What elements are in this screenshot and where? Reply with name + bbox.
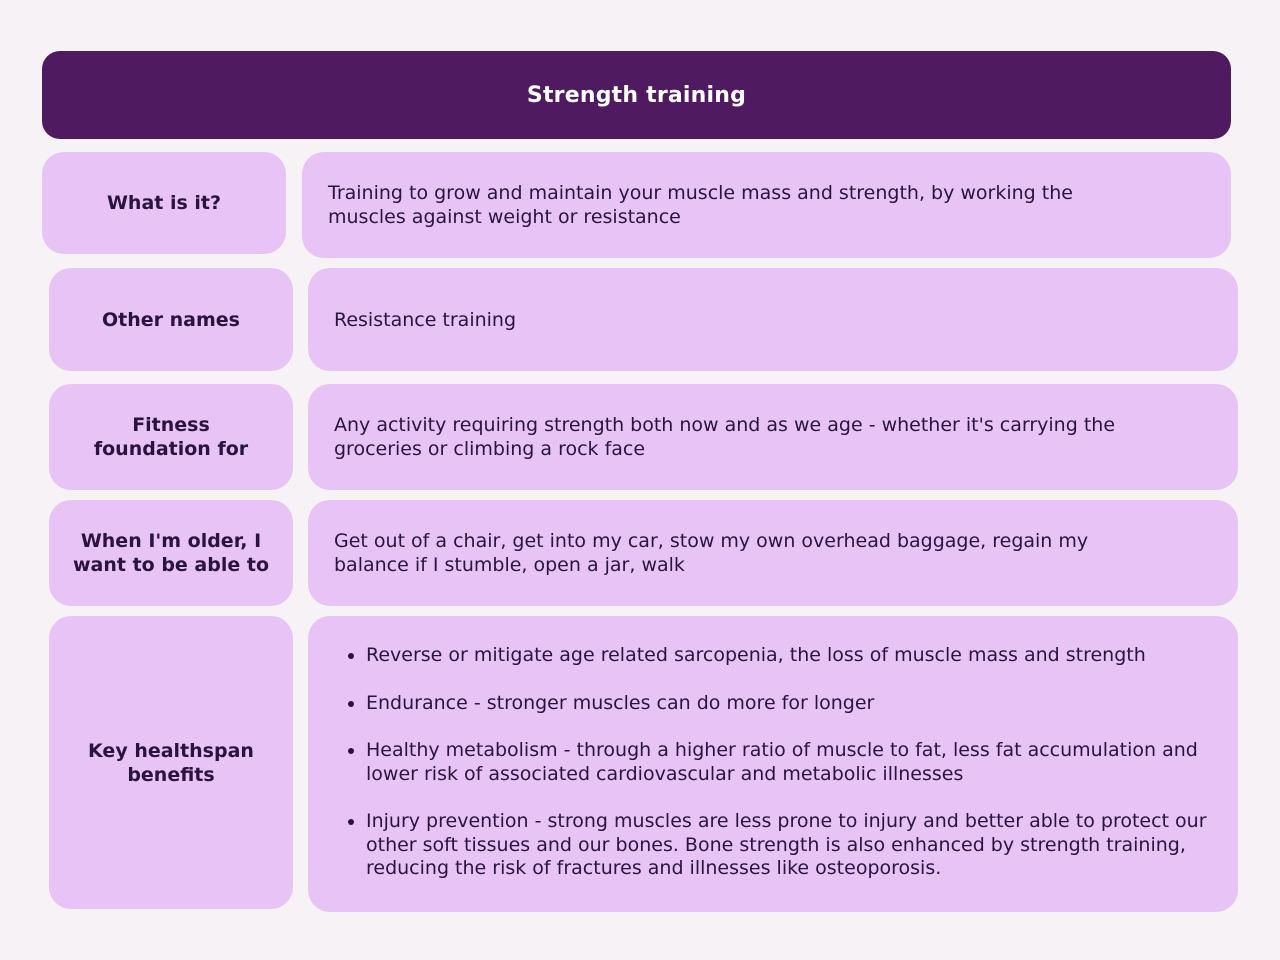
label-other-names bbox=[49, 268, 293, 371]
value-what-is-it bbox=[302, 152, 1231, 258]
list-item: • Injury prevention - strong muscles are less prone to injury and better able to protect our other soft tissues and our bones. Bone strength is also enhanced by strength training, reducing the risk of fractures and illnesses like osteoporosis. bbox=[366, 810, 1214, 881]
list-item: • Healthy metabolism - through a higher ratio of muscle to fat, less fat accumulation and lower risk of associated cardiovascular and metabolic illnesses bbox=[366, 739, 1214, 786]
value-other-names bbox=[308, 268, 1238, 371]
value-key-benefits bbox=[308, 616, 1238, 912]
row-value: Any activity requiring strength both now and as we age - whether it's carrying the groceries or climbing a rock face bbox=[334, 414, 1116, 460]
row-label: Key healthspan benefits bbox=[88, 739, 254, 786]
value-fitness-foundation bbox=[308, 384, 1238, 490]
row-label: Other names bbox=[102, 308, 240, 331]
title-banner bbox=[42, 51, 1231, 139]
label-when-older bbox=[49, 500, 293, 606]
benefits-list bbox=[344, 644, 1214, 881]
row-label: What is it? bbox=[106, 192, 222, 214]
row-value: Get out of a chair, get into my car, stow my own overhead baggage, regain my balance if I stumble, open a jar, walk bbox=[334, 530, 1089, 576]
value-when-older bbox=[308, 500, 1238, 606]
row-value: Training to grow and maintain your muscle mass and strength, by working the muscles against weight or resistance bbox=[328, 182, 1073, 228]
row-label: When I'm older, I want to be able to bbox=[72, 530, 270, 576]
label-fitness-foundation bbox=[49, 384, 293, 490]
page-title: Strength training bbox=[526, 82, 747, 108]
label-what-is-it bbox=[42, 152, 286, 254]
list-item: • Endurance - stronger muscles can do more for longer bbox=[366, 692, 1214, 716]
row-value: Resistance training bbox=[334, 308, 517, 331]
row-label: Fitness foundation for bbox=[93, 414, 249, 460]
list-item: • Reverse or mitigate age related sarcopenia, the loss of muscle mass and strength bbox=[366, 644, 1214, 668]
label-key-benefits bbox=[49, 616, 293, 909]
